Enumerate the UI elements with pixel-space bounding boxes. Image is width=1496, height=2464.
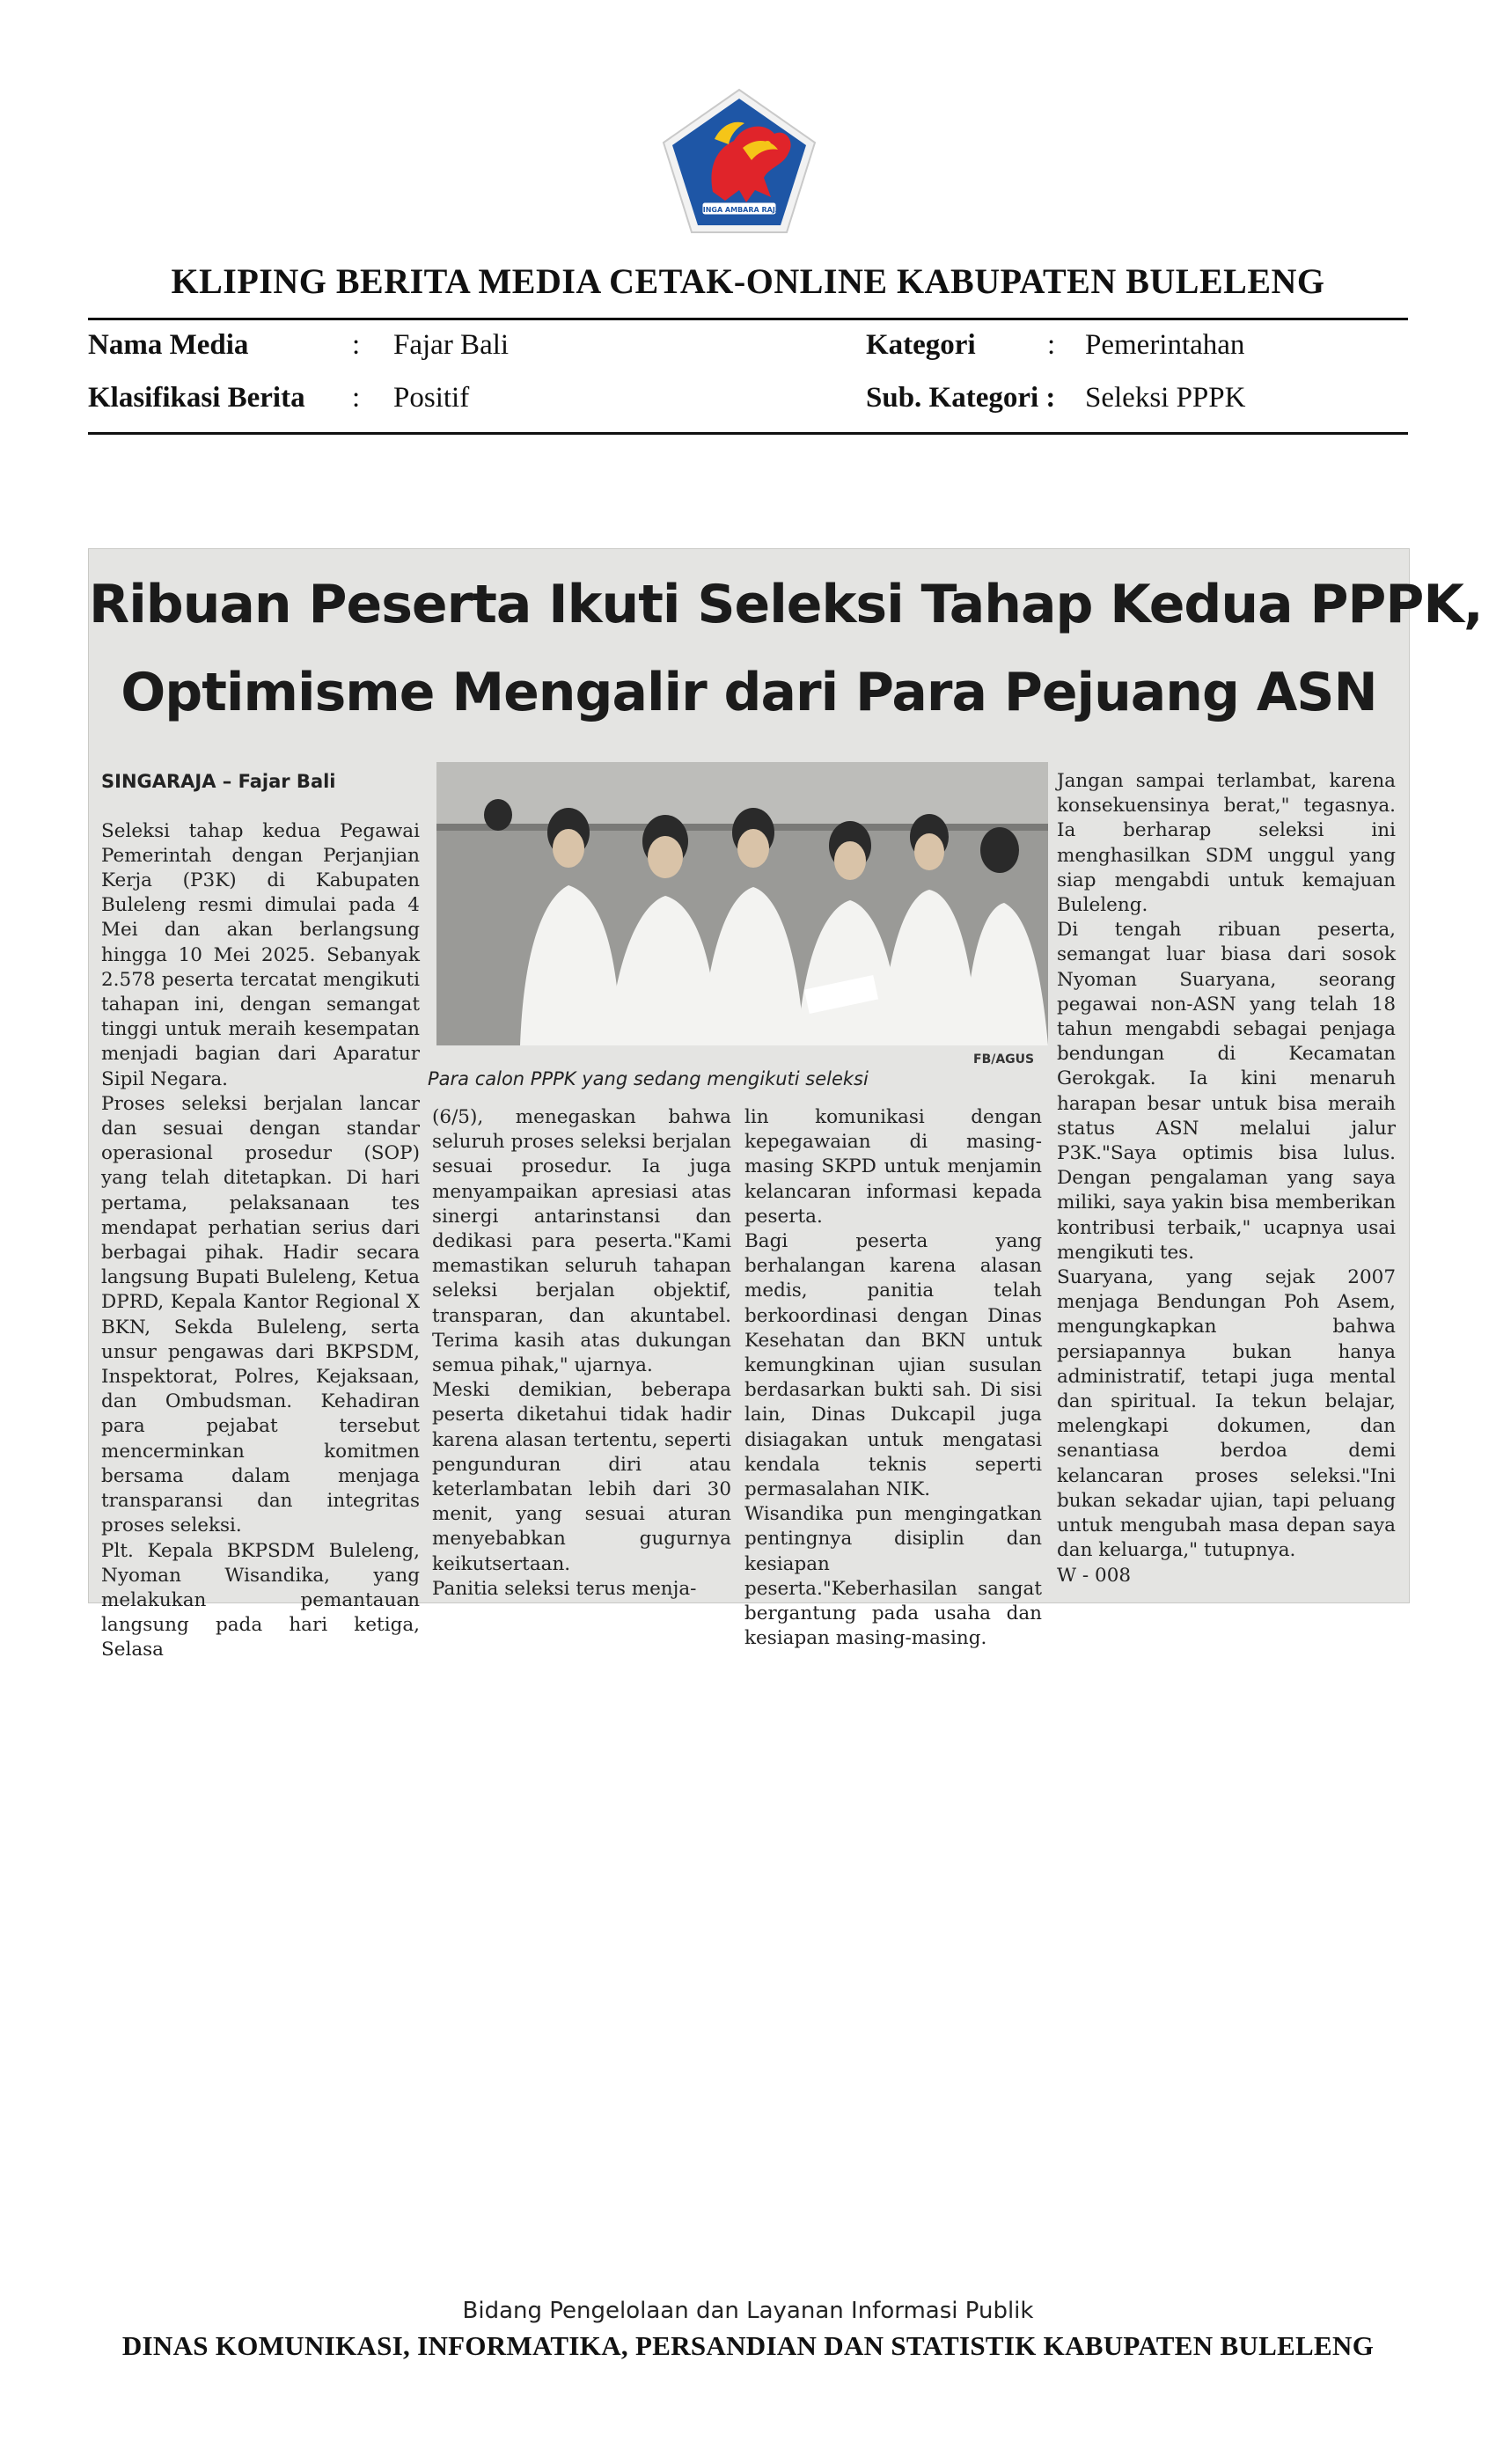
svg-text:SINGA AMBARA RAJA: SINGA AMBARA RAJA [697,206,781,214]
article-photo [436,762,1048,1045]
article-headline-line2: Optimisme Mengalir dari Para Pejuang ASN [121,662,1377,723]
article-col1-text: Seleksi tahap kedua Pegawai Pemerintah dengan Perjanjian Kerja (P3K) di Kabupaten Buleleng resmi dimulai pada 4 Mei dan akan berlangsung hingga 10 Mei 2025. Sebanyak 2.578 peserta tercatat mengikuti tahapan ini, dengan semangat tinggi untuk meraih kesempatan menjadi bagian dari Aparatur Sipil Negara. Proses seleksi berjalan lancar dan sesuai dengan standar operasional prosedur (SOP) yang telah ditetapkan. Di hari pertama, pelaksanaan tes mendapat perhatian serius dari berbagai pihak. Hadir secara langsung Bupati Buleleng, Ketua DPRD, Kepala Kantor Regional X BKN, Sekda Buleleng, serta unsur pengawas dari BKPSDM, Inspektorat, Polres, Kejaksaan, dan Ombudsman. Kehadiran para pejabat tersebut mencerminkan komitmen bersama dalam menjaga transparansi dan integritas proses seleksi. Plt. Kepala BKPSDM Buleleng, Nyoman Wisandika, yang melakukan pemantauan langsung pada hari ketiga, Selasa [101,819,420,1661]
nama-media-label: Nama Media [88,329,249,361]
article-column-4: Jangan sampai terlambat, karena konsekuensinya berat," tegasnya. Ia berharap seleksi ini menghasilkan SDM unggul yang siap mengabdi untuk kemajuan Buleleng. Di tengah ribuan peserta, semangat luar biasa dari sosok Nyoman Suaryana, seorang pegawai non-ASN yang telah 18 tahun mengabdi sebagai penjaga bendungan di Kecamatan Gerokgak. Ia kini menaruh harapan besar untuk bisa meraih status ASN melalui jalur P3K."Saya optimis bisa lulus. Dengan pengalaman yang saya miliki, saya yakin bisa memberikan kontribusi terbaik," ucapnya usai mengikuti tes. Suaryana, yang sejak 2007 menjaga Bendungan Poh Asem, mengungkapkan bahwa persiapannya bukan hanya administratif, tetapi juga mental dan spiritual. Ia tekun belajar, melengkapi dokumen, dan senantiasa berdoa demi kelancaran proses seleksi."Ini bukan sekadar ujian, tapi peluang untuk mengubah masa depan saya dan keluarga," tutupnya. W - 008 [1057,770,1396,1587]
article-headline-line1: Ribuan Peserta Ikuti Seleksi Tahap Kedua PPPK, [89,574,1483,635]
sub-kategori-value: Seleksi PPPK [1085,382,1246,414]
kategori-colon: : [1047,329,1056,361]
header-rule-bottom [88,432,1408,435]
photo-credit: FB/AGUS [973,1052,1035,1067]
article-column-2: (6/5), menegaskan bahwa seluruh proses seleksi berjalan sesuai prosedur. Ia juga menyampaikan apresiasi atas sinergi antarinstansi dan dedikasi para peserta."Kami memastikan seluruh tahapan seleksi berjalan objektif, transparan, dan akuntabel. Terima kasih atas dukungan semua pihak," ujarnya. Meski demikian, beberapa peserta diketahui tidak hadir karena alasan tertentu, seperti pengunduran diri atau keterlambatan lebih dari 30 menit, yang sesuai aturan menyebabkan gugurnya keikutsertaan. Panitia seleksi terus menja- [432,1106,731,1600]
kategori-label: Kategori [866,329,976,361]
newspaper-clipping [88,548,1483,1661]
klasifikasi-label: Klasifikasi Berita [88,382,305,414]
nama-media-value: Fajar Bali [393,329,510,361]
singa-ambara-raja-logo-icon [660,86,818,236]
photo-caption: Para calon PPPK yang sedang mengikuti seleksi [428,1068,869,1089]
kategori-value: Pemerintahan [1085,329,1245,361]
klasifikasi-value: Positif [393,382,470,414]
article-column-1 [101,744,420,1688]
klasifikasi-colon: : [352,382,361,414]
participants-photo-icon [436,762,1048,1045]
footer-division: Bidang Pengelolaan dan Layanan Informasi Publik [462,2298,1034,2324]
sub-kategori-label: Sub. Kategori : [866,382,1056,414]
article-byline: SINGARAJA – Fajar Bali [101,771,336,793]
article-column-3: lin komunikasi dengan kepegawaian di masing-masing SKPD untuk menjamin kelancaran informasi kepada peserta. Bagi peserta yang berhalangan karena alasan medis, panitia telah berkoordinasi dengan Dinas Kesehatan dan BKN untuk kemungkinan ujian susulan berdasarkan bukti sah. Di sisi lain, Dinas Dukcapil juga disiagakan untuk mengatasi kendala teknis seperti permasalahan NIK. Wisandika pun mengingatkan pentingnya disiplin dan kesiapan peserta."Keberhasilan sangat bergantung pada usaha dan kesiapan masing-masing. [744,1106,1042,1650]
footer-agency: DINAS KOMUNIKASI, INFORMATIKA, PERSANDIAN DAN STATISTIK KABUPATEN BULELENG [121,2330,1375,2361]
header-rule-top [88,318,1408,320]
clipping-title: KLIPING BERITA MEDIA CETAK-ONLINE KABUPATEN BULELENG [171,261,1325,301]
nama-media-colon: : [352,329,361,361]
